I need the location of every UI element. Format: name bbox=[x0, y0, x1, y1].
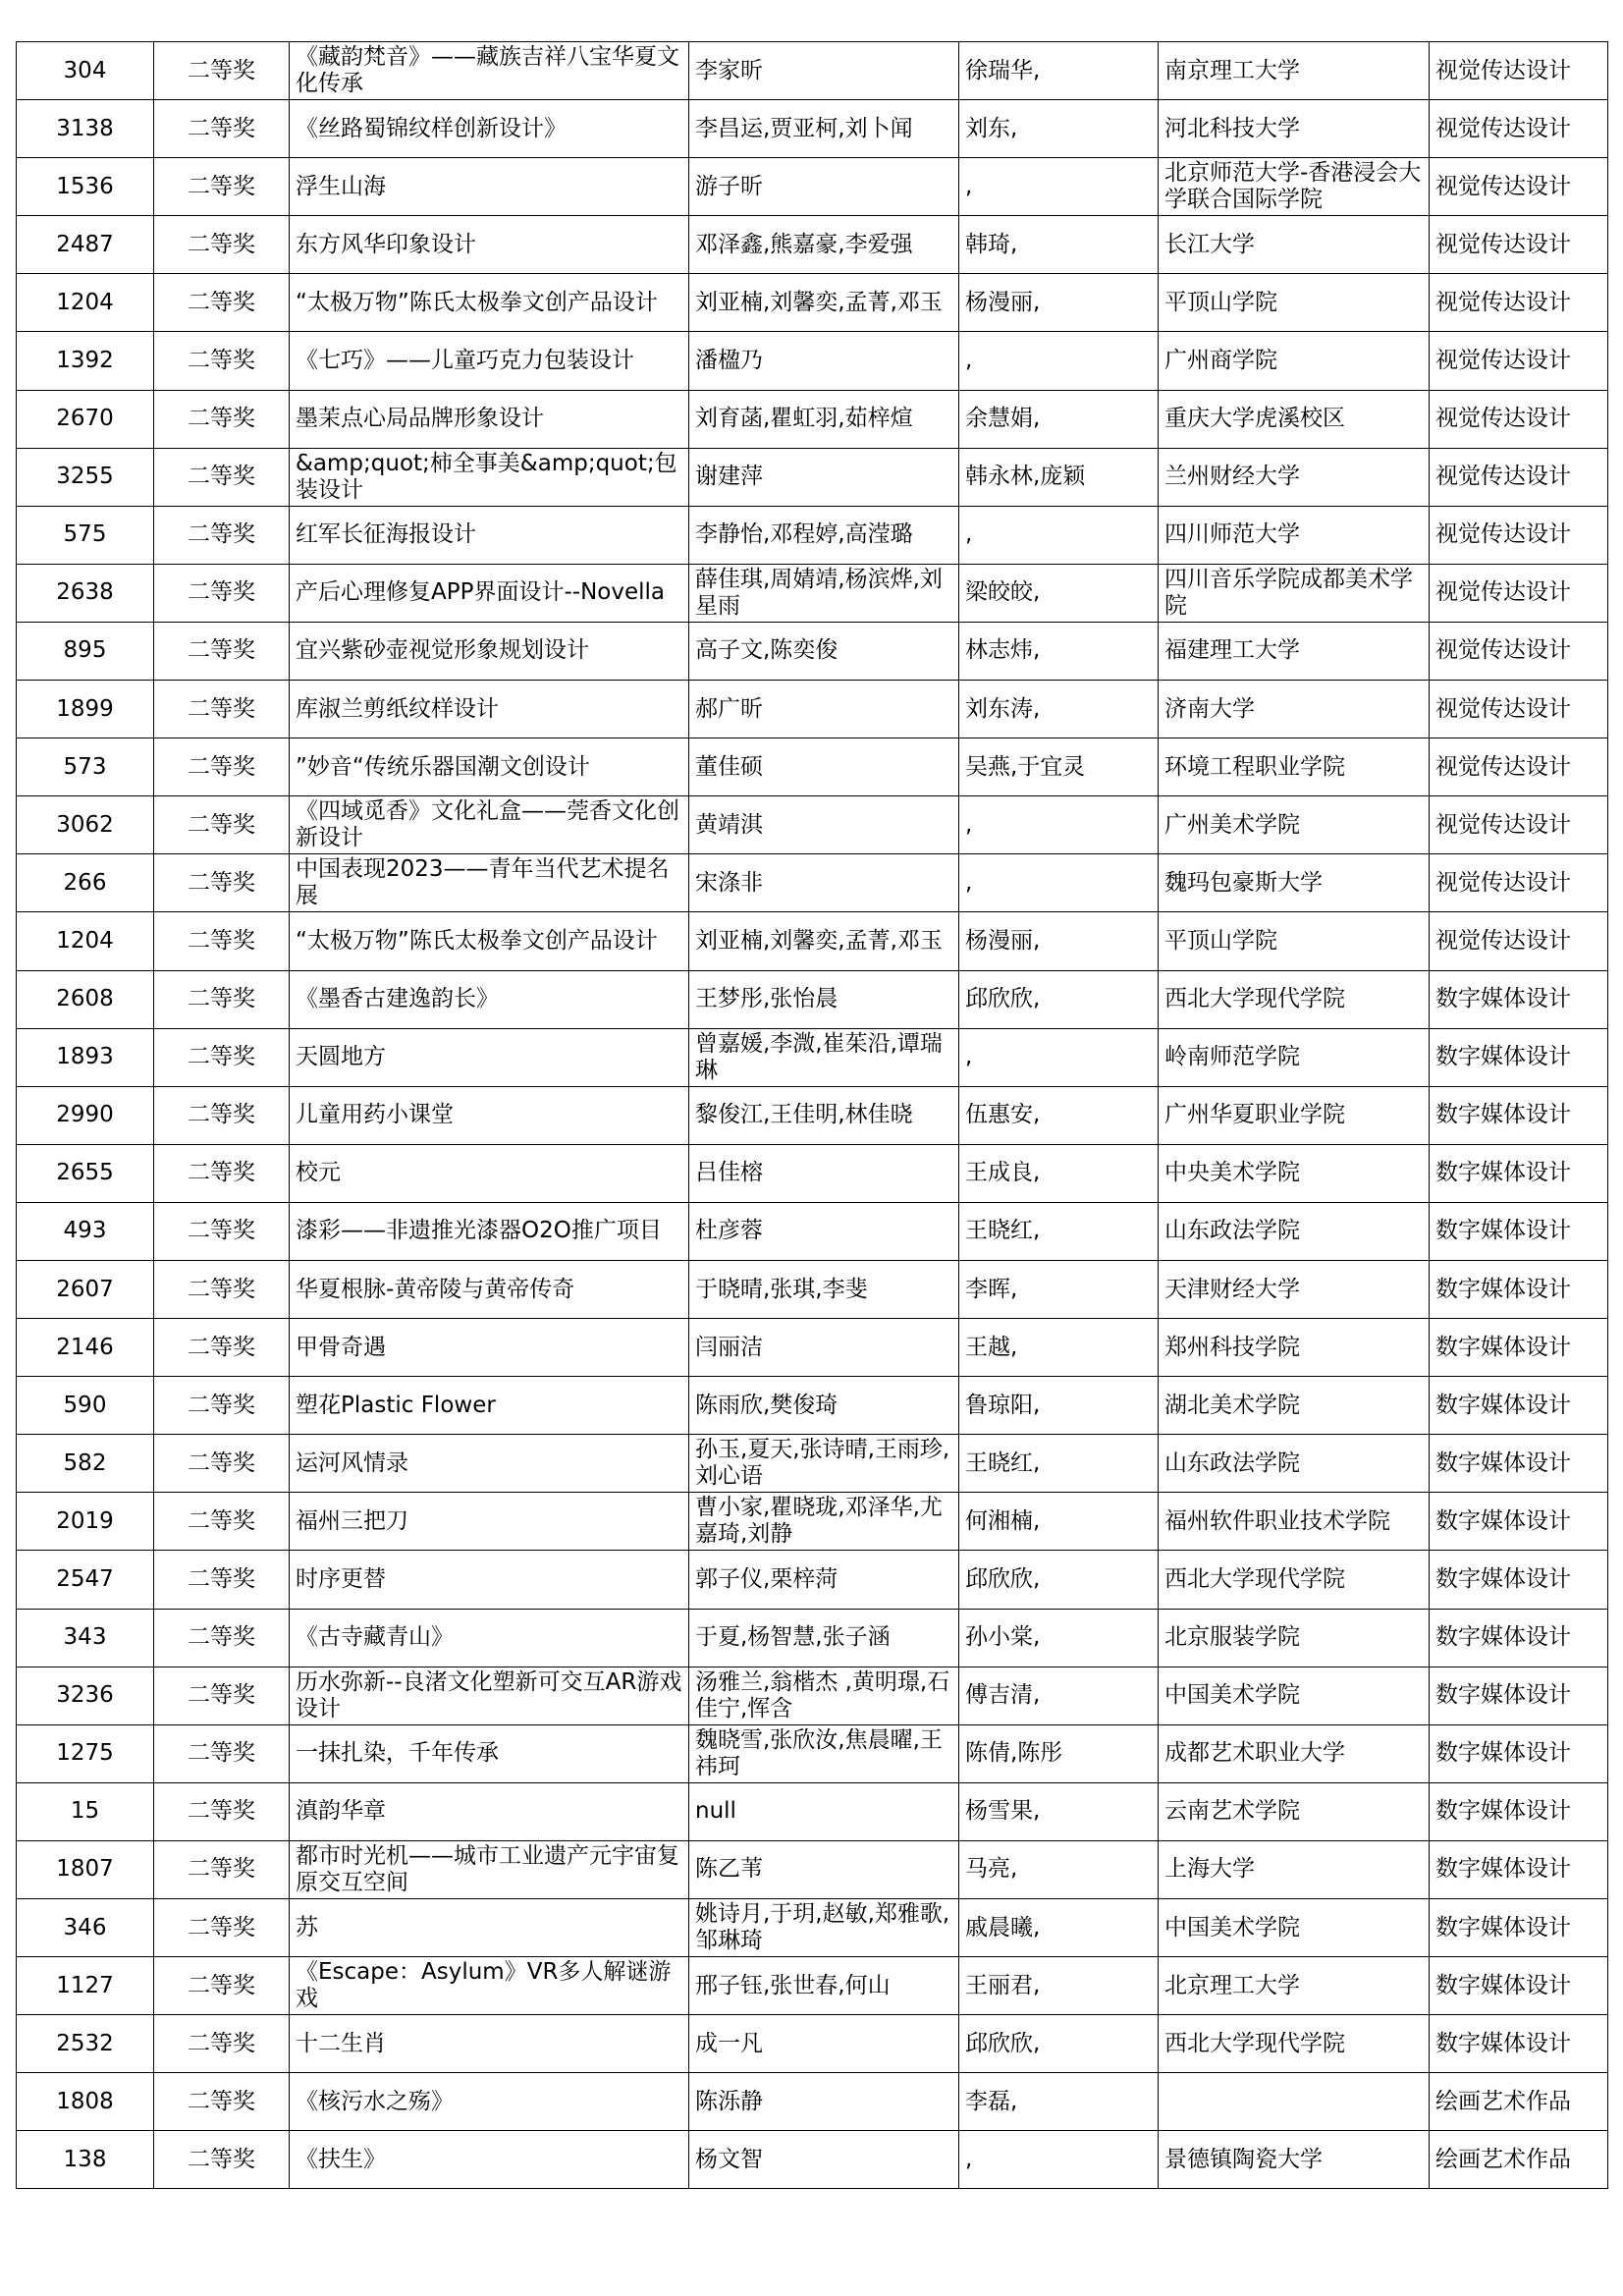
school-cell: 广州商学院 bbox=[1159, 332, 1430, 390]
authors-cell: 陈雨欣,樊俊琦 bbox=[689, 1377, 959, 1435]
table-row bbox=[17, 216, 1608, 274]
category-cell: 数字媒体设计 bbox=[1430, 1086, 1608, 1144]
table-row bbox=[17, 100, 1608, 158]
advisor-cell: , bbox=[959, 2131, 1159, 2189]
award-level-cell: 二等奖 bbox=[154, 42, 290, 100]
work-title-cell: 中国表现2023——青年当代艺术提名展 bbox=[290, 854, 689, 912]
advisor-cell: 杨漫丽, bbox=[959, 274, 1159, 332]
entry-id-cell: 2547 bbox=[17, 1551, 154, 1609]
work-title-cell: 红军长征海报设计 bbox=[290, 506, 689, 564]
school-cell: 中央美术学院 bbox=[1159, 1144, 1430, 1202]
award-level-cell: 二等奖 bbox=[154, 274, 290, 332]
work-title-cell: 《Escape：Asylum》VR多人解谜游戏 bbox=[290, 1957, 689, 2015]
authors-cell: 汤雅兰,翁楷杰 ,黄明璟,石佳宁,恽含 bbox=[689, 1667, 959, 1724]
authors-cell: 闫丽洁 bbox=[689, 1319, 959, 1377]
table-row bbox=[17, 1724, 1608, 1782]
school-cell: 南京理工大学 bbox=[1159, 42, 1430, 100]
entry-id-cell: 2638 bbox=[17, 564, 154, 622]
award-level-cell: 二等奖 bbox=[154, 681, 290, 738]
authors-cell: 于晓晴,张琪,李斐 bbox=[689, 1260, 959, 1318]
authors-cell: 曾嘉媛,李溦,崔茱沿,谭瑞琳 bbox=[689, 1028, 959, 1086]
category-cell: 视觉传达设计 bbox=[1430, 681, 1608, 738]
school-cell: 郑州科技学院 bbox=[1159, 1319, 1430, 1377]
work-title-cell: 《藏韵梵音》——藏族吉祥八宝华夏文化传承 bbox=[290, 42, 689, 100]
school-cell: 岭南师范学院 bbox=[1159, 1028, 1430, 1086]
table-row bbox=[17, 1319, 1608, 1377]
award-level-cell: 二等奖 bbox=[154, 1957, 290, 2015]
award-level-cell: 二等奖 bbox=[154, 216, 290, 274]
work-title-cell: “太极万物”陈氏太极拳文创产品设计 bbox=[290, 274, 689, 332]
work-title-cell: 苏 bbox=[290, 1899, 689, 1957]
award-level-cell: 二等奖 bbox=[154, 158, 290, 216]
award-level-cell: 二等奖 bbox=[154, 2073, 290, 2131]
category-cell: 绘画艺术作品 bbox=[1430, 2073, 1608, 2131]
authors-cell: 刘亚楠,刘馨奕,孟菁,邓玉 bbox=[689, 274, 959, 332]
authors-cell: 潘楹乃 bbox=[689, 332, 959, 390]
work-title-cell: 东方风华印象设计 bbox=[290, 216, 689, 274]
entry-id-cell: 2608 bbox=[17, 970, 154, 1028]
table-row bbox=[17, 158, 1608, 216]
entry-id-cell: 2487 bbox=[17, 216, 154, 274]
school-cell: 福州软件职业技术学院 bbox=[1159, 1493, 1430, 1551]
category-cell: 视觉传达设计 bbox=[1430, 506, 1608, 564]
school-cell: 广州华夏职业学院 bbox=[1159, 1086, 1430, 1144]
advisor-cell: 邱欣欣, bbox=[959, 1551, 1159, 1609]
table-row bbox=[17, 1144, 1608, 1202]
school-cell: 西北大学现代学院 bbox=[1159, 970, 1430, 1028]
advisor-cell: 邱欣欣, bbox=[959, 2015, 1159, 2073]
entry-id-cell: 573 bbox=[17, 738, 154, 796]
table-row bbox=[17, 681, 1608, 738]
work-title-cell: “太极万物”陈氏太极拳文创产品设计 bbox=[290, 912, 689, 970]
table-row bbox=[17, 2073, 1608, 2131]
award-level-cell: 二等奖 bbox=[154, 1551, 290, 1609]
table-row bbox=[17, 1202, 1608, 1260]
school-cell: 河北科技大学 bbox=[1159, 100, 1430, 158]
table-row bbox=[17, 448, 1608, 506]
authors-cell: 杨文智 bbox=[689, 2131, 959, 2189]
table-row bbox=[17, 1899, 1608, 1957]
work-title-cell: 《四域觅香》文化礼盒——莞香文化创新设计 bbox=[290, 796, 689, 854]
award-level-cell: 二等奖 bbox=[154, 970, 290, 1028]
advisor-cell: 韩永林,庞颖 bbox=[959, 448, 1159, 506]
work-title-cell: 《古寺藏青山》 bbox=[290, 1609, 689, 1667]
authors-cell: 郝广昕 bbox=[689, 681, 959, 738]
work-title-cell: 一抹扎染，千年传承 bbox=[290, 1724, 689, 1782]
work-title-cell: 《丝路蜀锦纹样创新设计》 bbox=[290, 100, 689, 158]
authors-cell: 宋涤非 bbox=[689, 854, 959, 912]
category-cell: 数字媒体设计 bbox=[1430, 1028, 1608, 1086]
entry-id-cell: 138 bbox=[17, 2131, 154, 2189]
category-cell: 绘画艺术作品 bbox=[1430, 2131, 1608, 2189]
category-cell: 视觉传达设计 bbox=[1430, 158, 1608, 216]
entry-id-cell: 343 bbox=[17, 1609, 154, 1667]
authors-cell: 黄靖淇 bbox=[689, 796, 959, 854]
category-cell: 数字媒体设计 bbox=[1430, 1435, 1608, 1493]
advisor-cell: 陈倩,陈彤 bbox=[959, 1724, 1159, 1782]
advisor-cell: 李晖, bbox=[959, 1260, 1159, 1318]
advisor-cell: 鲁琼阳, bbox=[959, 1377, 1159, 1435]
award-level-cell: 二等奖 bbox=[154, 2015, 290, 2073]
authors-cell: 邢子钰,张世春,何山 bbox=[689, 1957, 959, 2015]
table-row bbox=[17, 1782, 1608, 1840]
entry-id-cell: 1392 bbox=[17, 332, 154, 390]
work-title-cell: 校元 bbox=[290, 1144, 689, 1202]
advisor-cell: 韩琦, bbox=[959, 216, 1159, 274]
category-cell: 数字媒体设计 bbox=[1430, 1957, 1608, 2015]
category-cell: 视觉传达设计 bbox=[1430, 42, 1608, 100]
award-table-body bbox=[17, 42, 1608, 2189]
advisor-cell: , bbox=[959, 854, 1159, 912]
entry-id-cell: 590 bbox=[17, 1377, 154, 1435]
table-row bbox=[17, 1840, 1608, 1898]
award-level-cell: 二等奖 bbox=[154, 796, 290, 854]
authors-cell: 于夏,杨智慧,张子涵 bbox=[689, 1609, 959, 1667]
entry-id-cell: 1808 bbox=[17, 2073, 154, 2131]
category-cell: 数字媒体设计 bbox=[1430, 970, 1608, 1028]
table-row bbox=[17, 1609, 1608, 1667]
category-cell: 数字媒体设计 bbox=[1430, 1724, 1608, 1782]
advisor-cell: 伍惠安, bbox=[959, 1086, 1159, 1144]
authors-cell: 姚诗月,于玥,赵敏,郑雅歌,邹琳琦 bbox=[689, 1899, 959, 1957]
category-cell: 视觉传达设计 bbox=[1430, 912, 1608, 970]
table-row bbox=[17, 2015, 1608, 2073]
work-title-cell: 漆彩——非遗推光漆器O2O推广项目 bbox=[290, 1202, 689, 1260]
category-cell: 视觉传达设计 bbox=[1430, 622, 1608, 680]
table-row bbox=[17, 1551, 1608, 1609]
authors-cell: 孙玉,夏天,张诗晴,王雨珍,刘心语 bbox=[689, 1435, 959, 1493]
work-title-cell: 十二生肖 bbox=[290, 2015, 689, 2073]
advisor-cell: , bbox=[959, 158, 1159, 216]
table-row bbox=[17, 274, 1608, 332]
school-cell: 景德镇陶瓷大学 bbox=[1159, 2131, 1430, 2189]
category-cell: 数字媒体设计 bbox=[1430, 1377, 1608, 1435]
school-cell: 兰州财经大学 bbox=[1159, 448, 1430, 506]
entry-id-cell: 3062 bbox=[17, 796, 154, 854]
award-level-cell: 二等奖 bbox=[154, 1724, 290, 1782]
award-level-cell: 二等奖 bbox=[154, 1840, 290, 1898]
school-cell: 长江大学 bbox=[1159, 216, 1430, 274]
category-cell: 视觉传达设计 bbox=[1430, 796, 1608, 854]
table-row bbox=[17, 1377, 1608, 1435]
school-cell bbox=[1159, 2073, 1430, 2131]
category-cell: 数字媒体设计 bbox=[1430, 1782, 1608, 1840]
work-title-cell: 库淑兰剪纸纹样设计 bbox=[290, 681, 689, 738]
work-title-cell: 《核污水之殇》 bbox=[290, 2073, 689, 2131]
work-title-cell: 历水弥新--良渚文化塑新可交互AR游戏设计 bbox=[290, 1667, 689, 1724]
category-cell: 数字媒体设计 bbox=[1430, 1840, 1608, 1898]
category-cell: 数字媒体设计 bbox=[1430, 1609, 1608, 1667]
category-cell: 数字媒体设计 bbox=[1430, 1899, 1608, 1957]
award-level-cell: 二等奖 bbox=[154, 332, 290, 390]
school-cell: 四川音乐学院成都美术学院 bbox=[1159, 564, 1430, 622]
category-cell: 视觉传达设计 bbox=[1430, 216, 1608, 274]
advisor-cell: 邱欣欣, bbox=[959, 970, 1159, 1028]
work-title-cell: 产后心理修复APP界面设计--Novella bbox=[290, 564, 689, 622]
advisor-cell: 王晓红, bbox=[959, 1435, 1159, 1493]
category-cell: 数字媒体设计 bbox=[1430, 2015, 1608, 2073]
advisor-cell: 王晓红, bbox=[959, 1202, 1159, 1260]
table-row bbox=[17, 1260, 1608, 1318]
work-title-cell: 浮生山海 bbox=[290, 158, 689, 216]
authors-cell: null bbox=[689, 1782, 959, 1840]
school-cell: 平顶山学院 bbox=[1159, 912, 1430, 970]
authors-cell: 吕佳榕 bbox=[689, 1144, 959, 1202]
entry-id-cell: 1275 bbox=[17, 1724, 154, 1782]
award-level-cell: 二等奖 bbox=[154, 854, 290, 912]
authors-cell: 曹小家,瞿晓珑,邓泽华,尤嘉琦,刘静 bbox=[689, 1493, 959, 1551]
school-cell: 天津财经大学 bbox=[1159, 1260, 1430, 1318]
work-title-cell: 福州三把刀 bbox=[290, 1493, 689, 1551]
work-title-cell: 甲骨奇遇 bbox=[290, 1319, 689, 1377]
school-cell: 中国美术学院 bbox=[1159, 1667, 1430, 1724]
authors-cell: 成一凡 bbox=[689, 2015, 959, 2073]
entry-id-cell: 346 bbox=[17, 1899, 154, 1957]
category-cell: 视觉传达设计 bbox=[1430, 854, 1608, 912]
advisor-cell: 王越, bbox=[959, 1319, 1159, 1377]
award-level-cell: 二等奖 bbox=[154, 1260, 290, 1318]
authors-cell: 陈乙苇 bbox=[689, 1840, 959, 1898]
school-cell: 平顶山学院 bbox=[1159, 274, 1430, 332]
work-title-cell: 墨茉点心局品牌形象设计 bbox=[290, 390, 689, 448]
entry-id-cell: 1893 bbox=[17, 1028, 154, 1086]
table-row bbox=[17, 912, 1608, 970]
table-row bbox=[17, 854, 1608, 912]
work-title-cell: 《扶生》 bbox=[290, 2131, 689, 2189]
award-level-cell: 二等奖 bbox=[154, 912, 290, 970]
school-cell: 魏玛包豪斯大学 bbox=[1159, 854, 1430, 912]
award-level-cell: 二等奖 bbox=[154, 1493, 290, 1551]
award-list-table bbox=[16, 41, 1608, 2189]
table-row bbox=[17, 42, 1608, 100]
work-title-cell: &amp;quot;柿全事美&amp;quot;包装设计 bbox=[290, 448, 689, 506]
entry-id-cell: 895 bbox=[17, 622, 154, 680]
entry-id-cell: 575 bbox=[17, 506, 154, 564]
advisor-cell: , bbox=[959, 332, 1159, 390]
category-cell: 数字媒体设计 bbox=[1430, 1493, 1608, 1551]
award-level-cell: 二等奖 bbox=[154, 1435, 290, 1493]
advisor-cell: 马亮, bbox=[959, 1840, 1159, 1898]
advisor-cell: , bbox=[959, 506, 1159, 564]
advisor-cell: 孙小棠, bbox=[959, 1609, 1159, 1667]
authors-cell: 郭子仪,栗梓菏 bbox=[689, 1551, 959, 1609]
authors-cell: 杜彦蓉 bbox=[689, 1202, 959, 1260]
advisor-cell: 王成良, bbox=[959, 1144, 1159, 1202]
category-cell: 视觉传达设计 bbox=[1430, 332, 1608, 390]
advisor-cell: 戚晨曦, bbox=[959, 1899, 1159, 1957]
work-title-cell: 运河风情录 bbox=[290, 1435, 689, 1493]
work-title-cell: 时序更替 bbox=[290, 1551, 689, 1609]
table-row bbox=[17, 1086, 1608, 1144]
award-level-cell: 二等奖 bbox=[154, 1377, 290, 1435]
table-row bbox=[17, 738, 1608, 796]
entry-id-cell: 1899 bbox=[17, 681, 154, 738]
table-row bbox=[17, 564, 1608, 622]
work-title-cell: 《七巧》——儿童巧克力包装设计 bbox=[290, 332, 689, 390]
work-title-cell: 天圆地方 bbox=[290, 1028, 689, 1086]
entry-id-cell: 2670 bbox=[17, 390, 154, 448]
entry-id-cell: 266 bbox=[17, 854, 154, 912]
school-cell: 山东政法学院 bbox=[1159, 1435, 1430, 1493]
authors-cell: 王梦彤,张怡晨 bbox=[689, 970, 959, 1028]
entry-id-cell: 2019 bbox=[17, 1493, 154, 1551]
entry-id-cell: 1204 bbox=[17, 912, 154, 970]
work-title-cell: 《墨香古建逸韵长》 bbox=[290, 970, 689, 1028]
award-level-cell: 二等奖 bbox=[154, 1319, 290, 1377]
table-row bbox=[17, 970, 1608, 1028]
school-cell: 福建理工大学 bbox=[1159, 622, 1430, 680]
award-level-cell: 二等奖 bbox=[154, 1609, 290, 1667]
school-cell: 北京理工大学 bbox=[1159, 1957, 1430, 2015]
authors-cell: 陈泺静 bbox=[689, 2073, 959, 2131]
table-row bbox=[17, 1493, 1608, 1551]
advisor-cell: 刘东, bbox=[959, 100, 1159, 158]
entry-id-cell: 304 bbox=[17, 42, 154, 100]
advisor-cell: 傅吉清, bbox=[959, 1667, 1159, 1724]
entry-id-cell: 15 bbox=[17, 1782, 154, 1840]
award-level-cell: 二等奖 bbox=[154, 1144, 290, 1202]
advisor-cell: , bbox=[959, 1028, 1159, 1086]
school-cell: 四川师范大学 bbox=[1159, 506, 1430, 564]
award-level-cell: 二等奖 bbox=[154, 622, 290, 680]
authors-cell: 高子文,陈奕俊 bbox=[689, 622, 959, 680]
advisor-cell: 吴燕,于宜灵 bbox=[959, 738, 1159, 796]
category-cell: 视觉传达设计 bbox=[1430, 100, 1608, 158]
school-cell: 环境工程职业学院 bbox=[1159, 738, 1430, 796]
entry-id-cell: 1536 bbox=[17, 158, 154, 216]
authors-cell: 李家昕 bbox=[689, 42, 959, 100]
table-row bbox=[17, 332, 1608, 390]
work-title-cell: 宜兴紫砂壶视觉形象规划设计 bbox=[290, 622, 689, 680]
entry-id-cell: 2146 bbox=[17, 1319, 154, 1377]
award-level-cell: 二等奖 bbox=[154, 1028, 290, 1086]
award-level-cell: 二等奖 bbox=[154, 506, 290, 564]
advisor-cell: 李磊, bbox=[959, 2073, 1159, 2131]
advisor-cell: 王丽君, bbox=[959, 1957, 1159, 2015]
school-cell: 上海大学 bbox=[1159, 1840, 1430, 1898]
work-title-cell: 都市时光机——城市工业遗产元宇宙复原交互空间 bbox=[290, 1840, 689, 1898]
authors-cell: 董佳硕 bbox=[689, 738, 959, 796]
entry-id-cell: 2990 bbox=[17, 1086, 154, 1144]
table-row bbox=[17, 796, 1608, 854]
work-title-cell: ”妙音“传统乐器国潮文创设计 bbox=[290, 738, 689, 796]
award-level-cell: 二等奖 bbox=[154, 448, 290, 506]
authors-cell: 李昌运,贾亚柯,刘卜闻 bbox=[689, 100, 959, 158]
advisor-cell: 林志炜, bbox=[959, 622, 1159, 680]
work-title-cell: 儿童用药小课堂 bbox=[290, 1086, 689, 1144]
category-cell: 数字媒体设计 bbox=[1430, 1260, 1608, 1318]
school-cell: 成都艺术职业大学 bbox=[1159, 1724, 1430, 1782]
authors-cell: 黎俊江,王佳明,林佳晓 bbox=[689, 1086, 959, 1144]
award-level-cell: 二等奖 bbox=[154, 738, 290, 796]
award-level-cell: 二等奖 bbox=[154, 1202, 290, 1260]
table-row bbox=[17, 390, 1608, 448]
authors-cell: 邓泽鑫,熊嘉豪,李爱强 bbox=[689, 216, 959, 274]
work-title-cell: 滇韵华章 bbox=[290, 1782, 689, 1840]
category-cell: 视觉传达设计 bbox=[1430, 448, 1608, 506]
entry-id-cell: 3138 bbox=[17, 100, 154, 158]
school-cell: 湖北美术学院 bbox=[1159, 1377, 1430, 1435]
category-cell: 视觉传达设计 bbox=[1430, 390, 1608, 448]
table-row bbox=[17, 506, 1608, 564]
award-level-cell: 二等奖 bbox=[154, 564, 290, 622]
advisor-cell: 刘东涛, bbox=[959, 681, 1159, 738]
school-cell: 济南大学 bbox=[1159, 681, 1430, 738]
entry-id-cell: 582 bbox=[17, 1435, 154, 1493]
category-cell: 视觉传达设计 bbox=[1430, 564, 1608, 622]
work-title-cell: 华夏根脉-黄帝陵与黄帝传奇 bbox=[290, 1260, 689, 1318]
table-row bbox=[17, 2131, 1608, 2189]
advisor-cell: 杨漫丽, bbox=[959, 912, 1159, 970]
authors-cell: 游子昕 bbox=[689, 158, 959, 216]
category-cell: 数字媒体设计 bbox=[1430, 1551, 1608, 1609]
school-cell: 西北大学现代学院 bbox=[1159, 1551, 1430, 1609]
school-cell: 中国美术学院 bbox=[1159, 1899, 1430, 1957]
authors-cell: 刘育菡,瞿虹羽,茹梓煊 bbox=[689, 390, 959, 448]
category-cell: 数字媒体设计 bbox=[1430, 1144, 1608, 1202]
advisor-cell: 梁皎皎, bbox=[959, 564, 1159, 622]
school-cell: 北京师范大学-香港浸会大学联合国际学院 bbox=[1159, 158, 1430, 216]
entry-id-cell: 1807 bbox=[17, 1840, 154, 1898]
table-row bbox=[17, 622, 1608, 680]
authors-cell: 薛佳琪,周婧靖,杨滨烨,刘星雨 bbox=[689, 564, 959, 622]
entry-id-cell: 3236 bbox=[17, 1667, 154, 1724]
award-level-cell: 二等奖 bbox=[154, 1899, 290, 1957]
category-cell: 数字媒体设计 bbox=[1430, 1202, 1608, 1260]
entry-id-cell: 1127 bbox=[17, 1957, 154, 2015]
school-cell: 西北大学现代学院 bbox=[1159, 2015, 1430, 2073]
award-level-cell: 二等奖 bbox=[154, 100, 290, 158]
entry-id-cell: 2655 bbox=[17, 1144, 154, 1202]
category-cell: 数字媒体设计 bbox=[1430, 1667, 1608, 1724]
advisor-cell: 何湘楠, bbox=[959, 1493, 1159, 1551]
school-cell: 广州美术学院 bbox=[1159, 796, 1430, 854]
category-cell: 视觉传达设计 bbox=[1430, 274, 1608, 332]
category-cell: 视觉传达设计 bbox=[1430, 738, 1608, 796]
table-row bbox=[17, 1957, 1608, 2015]
entry-id-cell: 2532 bbox=[17, 2015, 154, 2073]
award-level-cell: 二等奖 bbox=[154, 1782, 290, 1840]
advisor-cell: , bbox=[959, 796, 1159, 854]
authors-cell: 刘亚楠,刘馨奕,孟菁,邓玉 bbox=[689, 912, 959, 970]
authors-cell: 谢建萍 bbox=[689, 448, 959, 506]
entry-id-cell: 3255 bbox=[17, 448, 154, 506]
table-row bbox=[17, 1667, 1608, 1724]
school-cell: 山东政法学院 bbox=[1159, 1202, 1430, 1260]
school-cell: 北京服装学院 bbox=[1159, 1609, 1430, 1667]
entry-id-cell: 1204 bbox=[17, 274, 154, 332]
authors-cell: 魏晓雪,张欣汝,焦晨曜,王祎珂 bbox=[689, 1724, 959, 1782]
award-level-cell: 二等奖 bbox=[154, 1667, 290, 1724]
advisor-cell: 杨雪果, bbox=[959, 1782, 1159, 1840]
advisor-cell: 徐瑞华, bbox=[959, 42, 1159, 100]
advisor-cell: 余慧娟, bbox=[959, 390, 1159, 448]
table-row bbox=[17, 1028, 1608, 1086]
award-level-cell: 二等奖 bbox=[154, 390, 290, 448]
entry-id-cell: 2607 bbox=[17, 1260, 154, 1318]
school-cell: 重庆大学虎溪校区 bbox=[1159, 390, 1430, 448]
work-title-cell: 塑花Plastic Flower bbox=[290, 1377, 689, 1435]
award-level-cell: 二等奖 bbox=[154, 2131, 290, 2189]
category-cell: 数字媒体设计 bbox=[1430, 1319, 1608, 1377]
table-row bbox=[17, 1435, 1608, 1493]
award-level-cell: 二等奖 bbox=[154, 1086, 290, 1144]
school-cell: 云南艺术学院 bbox=[1159, 1782, 1430, 1840]
entry-id-cell: 493 bbox=[17, 1202, 154, 1260]
authors-cell: 李静怡,邓程婷,高滢璐 bbox=[689, 506, 959, 564]
